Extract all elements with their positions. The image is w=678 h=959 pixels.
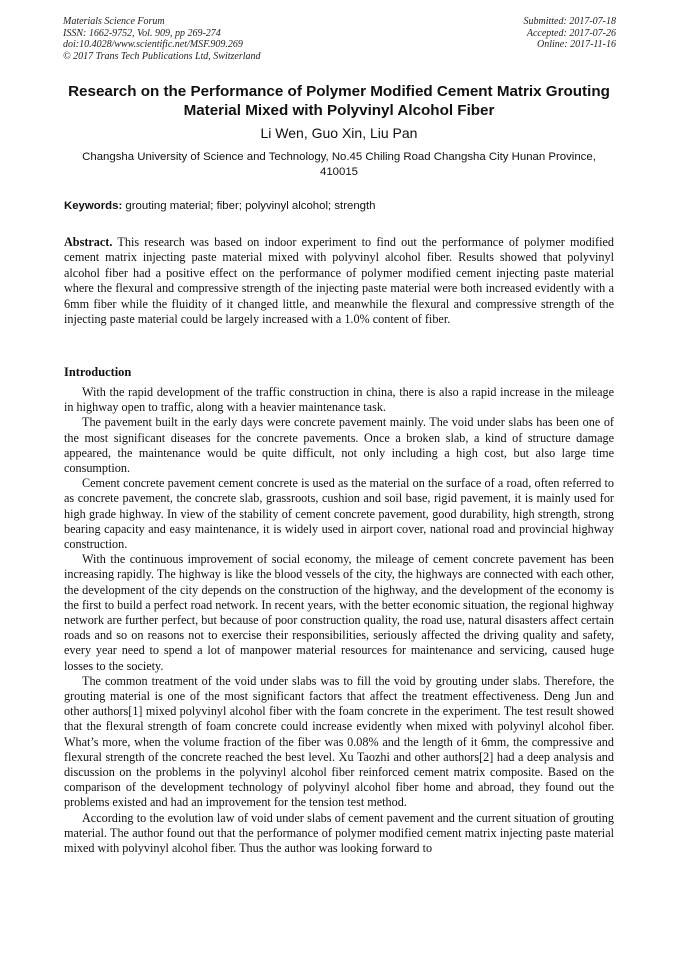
journal-name: Materials Science Forum <box>63 16 165 27</box>
paper-title: Research on the Performance of Polymer Modified Cement Matrix Grouting Material Mixed with Polyvinyl Alcohol Fiber <box>68 83 610 119</box>
paragraph: According to the evolution law of void under slabs of cement pavement and the current situation of grouting material. The author found out that the performance of polymer modified cement matrix injecting paste material mixed with polyvinyl alcohol fiber. Thus the author was looking forward to <box>64 810 614 856</box>
paragraph: The pavement built in the early days were concrete pavement mainly. The void under slabs has been one of the most significant diseases for the concrete pavements. Once a broken slab, a kind of structure damage appeared, the maintenance would be quite difficult, not only including a high cost, but also large time consumption. <box>64 415 614 476</box>
abstract-text: This research was based on indoor experiment to find out the performance of polymer modified cement matrix injecting paste material mixed with polyvinyl alcohol fiber. Results showed that polyvinyl alcohol fiber had a positive effect on the performance of polymer modified cement injecting paste material where the flexural and compressive strength of the injecting paste material were both increased evidently with a 6mm fiber while the fluidity of it changed little, and meanwhile the flexural and compressive strength of the injecting paste material could be largely increased with a 1.0% content of fiber. <box>64 235 614 327</box>
online-date: Online: 2017-11-16 <box>537 39 616 50</box>
keywords <box>64 199 614 213</box>
keywords-label: Keywords: <box>64 200 123 212</box>
copyright-line: © 2017 Trans Tech Publications Ltd, Switzerland <box>63 50 261 62</box>
affiliation: Changsha University of Science and Technology, No.45 Chiling Road Changsha City Hunan Province, 410015 <box>82 151 596 178</box>
doi-line: doi:10.4028/www.scientific.net/MSF.909.269 <box>63 39 243 50</box>
abstract <box>64 235 614 327</box>
paragraph: The common treatment of the void under slabs was to fill the void by grouting under slabs. Therefore, the grouting material is one of the most significant factors that affect the treatment effectiveness. Deng Jun and other authors[1] mixed polyvinyl alcohol fiber with the foam concrete in the experiment. The test result showed that the flexural strength of foam concrete could increase evidently when mixed with polyvinyl alcohol fiber. What’s more, when the volume fraction of the fiber was 0.08% and the length of it 6mm, the compressive and flexural strength of the concrete reached the best level. Xu Taozhi and other authors[2] had a deep analysis and discussion on the problems in the polyvinyl alcohol fiber reinforced cement matrix composite. Based on the comparison of the development technology of polyvinyl alcohol fiber home and abroad, they found out the problems existed and had an improvement for the tension test method. <box>64 673 614 810</box>
paragraph: With the continuous improvement of social economy, the mileage of cement concrete pavement has been increasing rapidly. The highway is like the blood vessels of the city, the highways are connected with each other, the development of the city depends on the construction of the highway, and the development of the economy is the first to build a perfect road network. In recent years, with the better economic situation, the regional highway network are further perfect, but because of poor construction quality, the road use, natural disasters affect certain roads and so on reasons not to exercise their responsibilities, seriously affected the driving quality and safety, every year need to spend a lot of manpower material resources for maintenance and servicing, caused huge losses to the society. <box>64 552 614 673</box>
issn-line: ISSN: 1662-9752, Vol. 909, pp 269-274 <box>63 27 221 39</box>
submitted-date: Submitted: 2017-07-18 <box>523 16 616 27</box>
abstract-label: Abstract. <box>64 235 113 249</box>
paragraph: With the rapid development of the traffic construction in china, there is also a rapid increase in the mileage in highway open to traffic, along with a heavier maintenance task. <box>64 385 614 415</box>
keywords-text: grouting material; fiber; polyvinyl alcohol; strength <box>125 200 376 212</box>
paragraph: Cement concrete pavement cement concrete is used as the material on the surface of a road, often referred to as concrete pavement, the concrete slab, grassroots, cushion and soil base, rigid pavement, it is mainly used for high grade highway. In view of the stability of cement concrete pavement, good durability, high strength, strong bearing capacity and easy maintenance, it is widely used in airport cover, national road and provincial highway construction. <box>64 476 614 552</box>
author-list: Li Wen, Guo Xin, Liu Pan <box>260 125 418 141</box>
publication-dates <box>524 16 617 51</box>
section-heading-introduction: Introduction <box>64 365 132 379</box>
journal-info <box>63 16 261 62</box>
accepted-date: Accepted: 2017-07-26 <box>526 27 616 39</box>
introduction-body <box>64 385 614 856</box>
